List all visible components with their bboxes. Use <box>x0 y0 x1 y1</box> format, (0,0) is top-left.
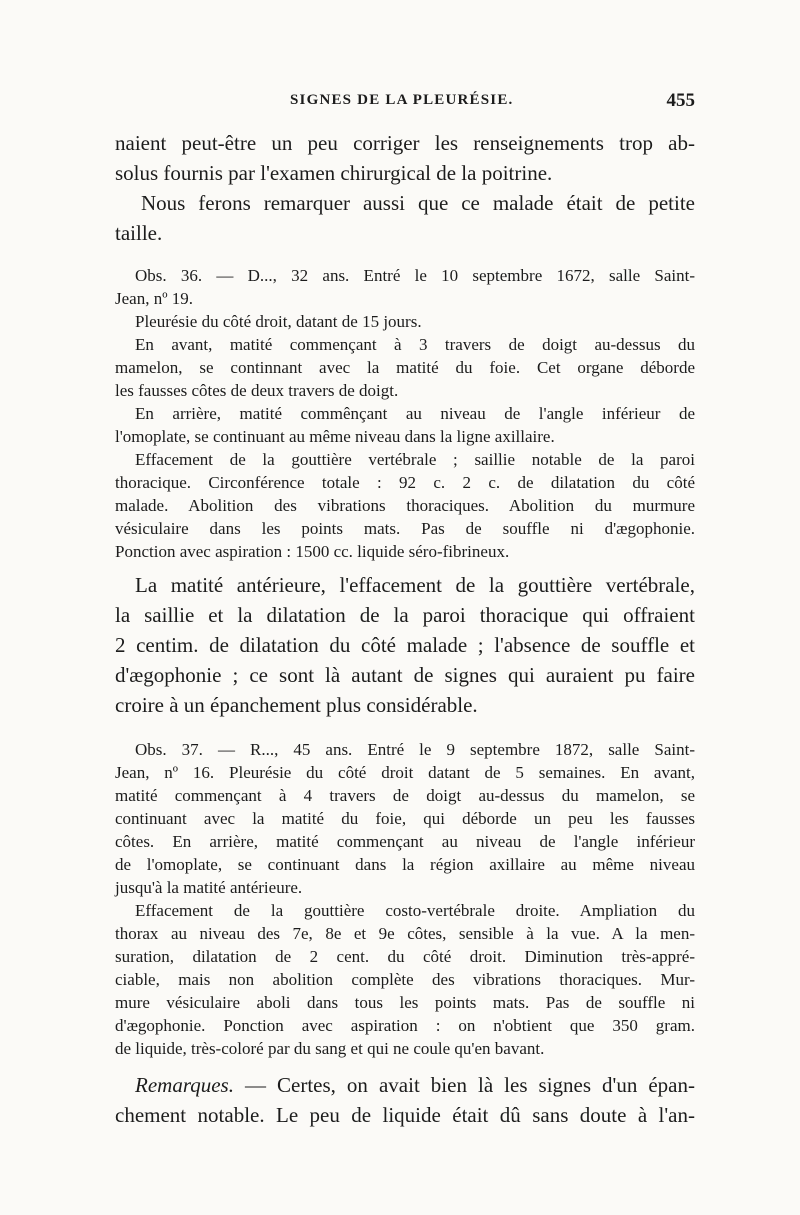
observation-36 <box>115 264 695 563</box>
text-line: d'ægophonie. Ponction avec aspiration : on n'obtient que 350 gram. <box>115 1016 695 1035</box>
text-line: solus fournis par l'examen chirurgical de la poitrine. <box>115 161 553 185</box>
text-line: de liquide, très-coloré par du sang et qui ne coule qu'en bavant. <box>115 1039 545 1058</box>
text-line: mamelon, se continnant avec la matité du foie. Cet organe déborde <box>115 358 695 377</box>
remarques-text: — Certes, on avait bien là les signes d'un épan- <box>233 1073 695 1097</box>
text-line: matité commençant à 4 travers de doigt au-dessus du mamelon, se <box>115 786 695 805</box>
text-line: côtes. En arrière, matité commençant au niveau de l'angle inférieur <box>115 832 695 851</box>
text-line: chement notable. Le peu de liquide était dû sans doute à l'an- <box>115 1103 695 1127</box>
text-line: jusqu'à la matité antérieure. <box>115 878 303 897</box>
text-line <box>115 1070 695 1100</box>
text-line: l'omoplate, se continuant au même niveau dans la ligne axillaire. <box>115 427 555 446</box>
observation-header-line: Jean, nº 19. <box>115 289 193 308</box>
text-line: suration, dilatation de 2 cent. du côté droit. Diminution très-appré- <box>115 947 695 966</box>
text-line: Effacement de la gouttière vertébrale ; saillie notable de la paroi <box>135 450 695 469</box>
text-line: de l'omoplate, se continuant dans la région axillaire au même niveau <box>115 855 695 874</box>
text-line: malade. Abolition des vibrations thoraciques. Abolition du murmure <box>115 496 695 515</box>
text-line: thorax au niveau des 7e, 8e et 9e côtes, sensible à la vue. A la men- <box>115 924 695 943</box>
text-line: Jean, nº 16. Pleurésie du côté droit datant de 5 semaines. En avant, <box>115 763 695 782</box>
text-line: la saillie et la dilatation de la paroi thoracique qui offraient <box>115 603 695 627</box>
text-line: taille. <box>115 221 163 245</box>
observation-header-line: Obs. 37. — R..., 45 ans. Entré le 9 septembre 1872, salle Saint- <box>135 740 695 759</box>
observation-37 <box>115 738 695 1060</box>
remarques-label: Remarques. <box>135 1073 234 1097</box>
text-line: mure vésiculaire aboli dans tous les points mats. Pas de souffle ni <box>115 993 695 1012</box>
text-line: croire à un épanchement plus considérable. <box>115 693 478 717</box>
text-line: continuant avec la matité du foie, qui déborde un peu les fausses <box>115 809 695 828</box>
text-line: thoracique. Circonférence totale : 92 c. 2 c. de dilatation du côté <box>115 473 695 492</box>
text-line: La matité antérieure, l'effacement de la gouttière vertébrale, <box>135 573 695 597</box>
commentary-paragraph <box>115 570 695 720</box>
text-line: Ponction avec aspiration : 1500 cc. liquide séro-fibrineux. <box>115 542 510 561</box>
text-line: En arrière, matité commênçant au niveau de l'angle inférieur de <box>135 404 695 423</box>
text-line: vésiculaire dans les points mats. Pas de souffle ni d'ægophonie. <box>115 519 695 538</box>
text-line: ciable, mais non abolition complète des vibrations thoraciques. Mur- <box>115 970 695 989</box>
text-line: Nous ferons remarquer aussi que ce malade était de petite <box>141 191 695 215</box>
text-line: 2 centim. de dilatation du côté malade ; l'absence de souffle et <box>115 633 695 657</box>
running-head-title: SIGNES DE LA PLEURÉSIE. <box>290 92 514 108</box>
diagnosis-line: Pleurésie du côté droit, datant de 15 jours. <box>135 312 422 331</box>
text-line: d'ægophonie ; ce sont là autant de signes qui auraient pu faire <box>115 663 695 687</box>
text-line: les fausses côtes de deux travers de doigt. <box>115 381 399 400</box>
text-line: Effacement de la gouttière costo-vertébrale droite. Ampliation du <box>135 901 695 920</box>
page-number: 455 <box>666 90 695 111</box>
intro-paragraph <box>115 128 695 188</box>
remarques-paragraph <box>115 1070 695 1130</box>
text-line: En avant, matité commençant à 3 travers de doigt au-dessus du <box>135 335 695 354</box>
remark-paragraph <box>115 188 695 248</box>
observation-header-line: Obs. 36. — D..., 32 ans. Entré le 10 septembre 1672, salle Saint- <box>135 266 695 285</box>
text-line: naient peut-être un peu corriger les renseignements trop ab- <box>115 131 695 155</box>
running-head <box>115 92 695 118</box>
